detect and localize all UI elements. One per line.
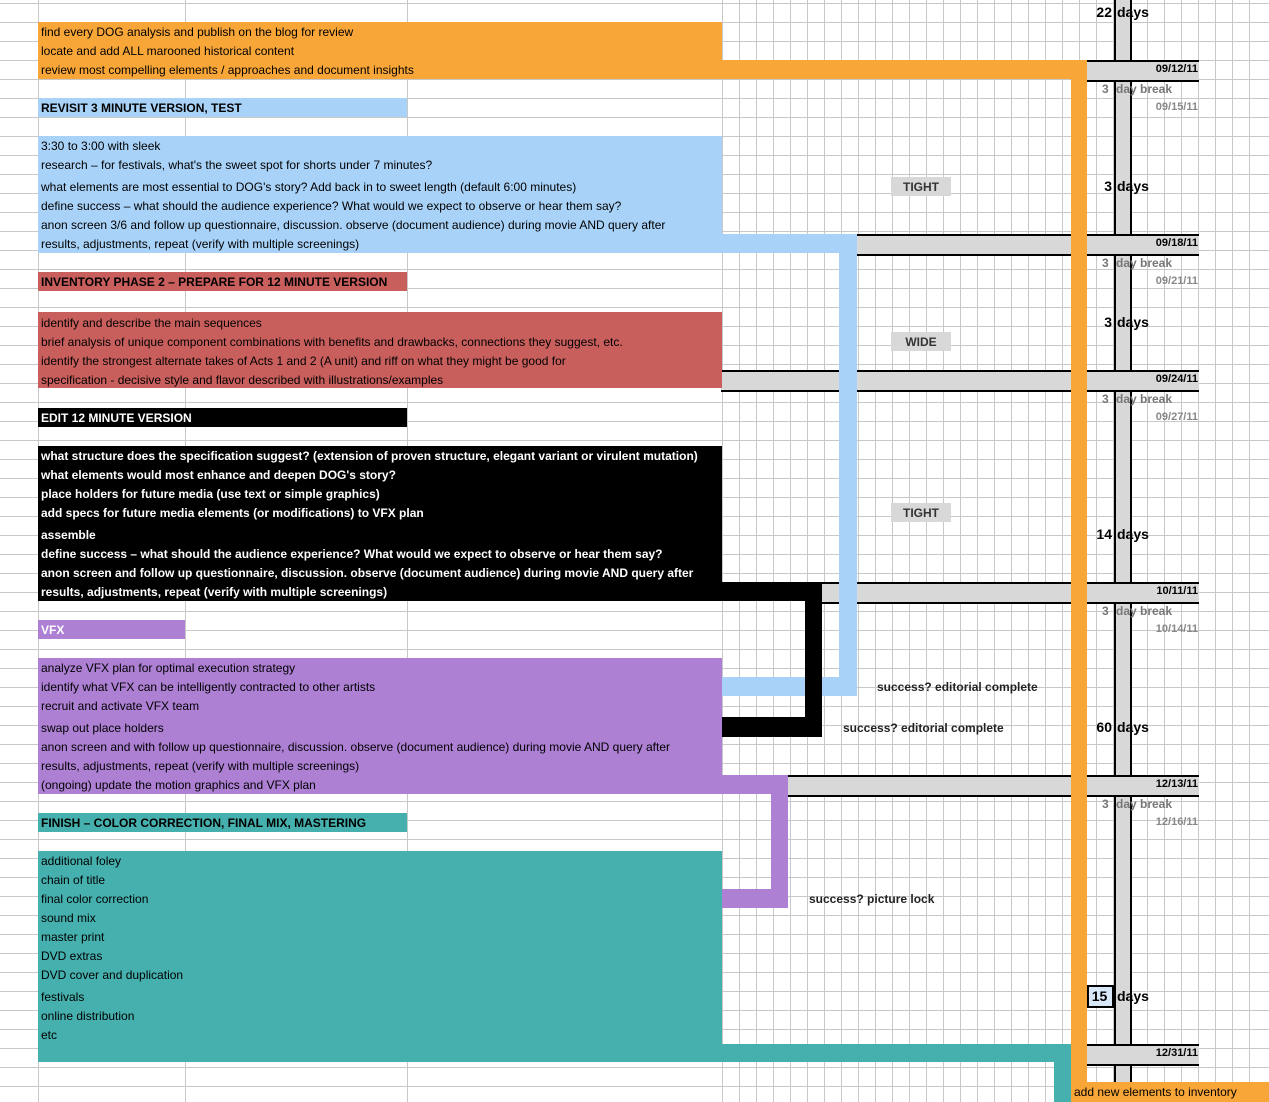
footer-label: add new elements to inventory [1074,1085,1237,1099]
purple-row-5: anon screen and with follow up questionnaire, discussion. observe (document audience) during movie AND query after [41,740,671,754]
break-3-label: day break [1116,392,1173,406]
teal-task-block [38,851,722,1062]
black-vertical-line [805,582,822,737]
red-row-1: identify and describe the main sequences [41,316,262,330]
duration-14-unit: days [1117,526,1149,542]
duration-3b-value: 3 [1104,314,1112,330]
break-5-label: day break [1116,797,1173,811]
date-09-27-11: 09/27/11 [1155,411,1198,423]
date-09-18-11: 09/18/11 [1155,237,1198,249]
duration-22-value: 22 [1096,4,1112,20]
red-header: INVENTORY PHASE 2 – PREPARE FOR 12 MINUTE VERSION [41,275,388,289]
black-row-5: assemble [41,528,96,542]
black-header: EDIT 12 MINUTE VERSION [41,411,192,425]
duration-60-unit: days [1117,719,1149,735]
purple-success-link [722,889,788,908]
red-row-2: brief analysis of unique component combinations with benefits and drawbacks, connections they suggest, etc. [41,335,623,349]
orange-row-2: locate and add ALL marooned historical content [41,44,295,58]
red-row-4: specification - decisive style and flavor described with illustrations/examples [41,373,444,387]
break-4-label: day break [1116,604,1173,618]
teal-row-8: festivals [41,990,85,1004]
date-12-16-11: 12/16/11 [1155,816,1198,828]
duration-15-unit: days [1117,988,1149,1004]
teal-row-3: final color correction [41,892,149,906]
break-3-value: 3 [1102,392,1109,406]
blue-row-4: define success – what should the audience experience? What would we expect to observe or hear them say? [41,199,622,213]
date-10-11-11: 10/11/11 [1156,585,1198,597]
blue-row-2: research – for festivals, what's the sweet spot for shorts under 7 minutes? [41,158,433,172]
orange-row-1: find every DOG analysis and publish on the blog for review [41,25,354,39]
tight-tag-2: TIGHT [903,506,939,520]
duration-14-value: 14 [1096,526,1112,542]
success-editorial-blue: success? editorial complete [877,680,1038,694]
black-row-4: add specs for future media elements (or modifications) to VFX plan [41,506,424,520]
teal-header: FINISH – COLOR CORRECTION, FINAL MIX, MASTERING [41,816,367,830]
purple-row-6: results, adjustments, repeat (verify with multiple screenings) [41,759,360,773]
date-09-24-11: 09/24/11 [1155,373,1198,385]
orange-vertical-line [1071,60,1087,1102]
break-2-label: day break [1116,256,1173,270]
black-success-link [722,717,822,737]
timeline-spine [1116,0,1130,1102]
blue-extension [722,234,857,253]
date-09-21-11: 09/21/11 [1155,275,1198,287]
timeline-edge-right [1130,0,1132,1102]
blue-row-6: results, adjustments, repeat (verify with multiple screenings) [41,237,360,251]
teal-row-10: etc [41,1028,58,1042]
blue-success-link [722,677,857,696]
teal-row-4: sound mix [41,911,96,925]
blue-vertical-line [839,234,857,696]
wide-tag: WIDE [905,335,937,349]
date-09-12-11: 09/12/11 [1155,63,1198,75]
purple-row-4: swap out place holders [41,721,164,735]
date-10-14-11: 10/14/11 [1155,623,1198,635]
blue-row-5: anon screen 3/6 and follow up questionnaire, discussion. observe (document audience) during movie AND query after [41,218,666,232]
duration-22-unit: days [1117,4,1149,20]
purple-row-1: analyze VFX plan for optimal execution strategy [41,661,296,675]
break-4-value: 3 [1102,604,1109,618]
date-09-15-11: 09/15/11 [1155,101,1198,113]
black-row-7: anon screen and follow up questionnaire, discussion. observe (document audience) during movie AND query after [41,566,694,580]
date-12-13-11: 12/13/11 [1155,778,1198,790]
break-1-label: day break [1116,82,1173,96]
blue-row-3: what elements are most essential to DOG's story? Add back in to sweet length (default 6:00 minutes) [41,180,577,194]
timeline-edge-left [1114,0,1116,1102]
orange-row-3: review most compelling elements / approaches and document insights [41,63,414,77]
date-12-31-11: 12/31/11 [1155,1047,1198,1059]
teal-extension [722,1044,1071,1062]
success-picture-lock: success? picture lock [809,892,935,906]
break-2-value: 3 [1102,256,1109,270]
milestone-bar-5 [787,775,1199,797]
black-row-8: results, adjustments, repeat (verify with multiple screenings) [41,585,388,599]
milestone-bar-3 [721,370,1199,392]
duration-60-value: 60 [1096,719,1112,735]
teal-row-9: online distribution [41,1009,135,1023]
blue-header: REVISIT 3 MINUTE VERSION, TEST [41,101,242,115]
purple-row-2: identify what VFX can be intelligently contracted to other artists [41,680,376,694]
duration-3a-unit: days [1117,178,1149,194]
red-row-3: identify the strongest alternate takes of Acts 1 and 2 (A unit) and riff on what they might be good for [41,354,566,368]
purple-row-7: (ongoing) update the motion graphics and VFX plan [41,778,316,792]
teal-footer-cell [1054,1062,1071,1102]
black-row-2: what elements would most enhance and deepen DOG's story? [41,468,396,482]
purple-row-3: recruit and activate VFX team [41,699,200,713]
break-1-value: 3 [1102,82,1109,96]
tight-tag-1: TIGHT [903,180,939,194]
blue-row-1: 3:30 to 3:00 with sleek [41,139,161,153]
teal-row-7: DVD cover and duplication [41,968,184,982]
duration-3b-unit: days [1117,314,1149,330]
orange-extension [722,60,1087,79]
duration-15-value: 15 [1091,988,1108,1004]
black-row-1: what structure does the specification suggest? (extension of proven structure, elegant variant or virulent mutation) [41,449,698,463]
teal-row-5: master print [41,930,105,944]
teal-row-2: chain of title [41,873,106,887]
success-editorial-black: success? editorial complete [843,721,1004,735]
break-5-value: 3 [1102,797,1109,811]
blue-task-block [38,136,722,253]
duration-3a-value: 3 [1104,178,1112,194]
teal-row-1: additional foley [41,854,122,868]
black-row-6: define success – what should the audience experience? What would we expect to observe or hear them say? [41,547,663,561]
purple-header: VFX [41,623,65,637]
teal-row-6: DVD extras [41,949,103,963]
black-row-3: place holders for future media (use text or simple graphics) [41,487,380,501]
